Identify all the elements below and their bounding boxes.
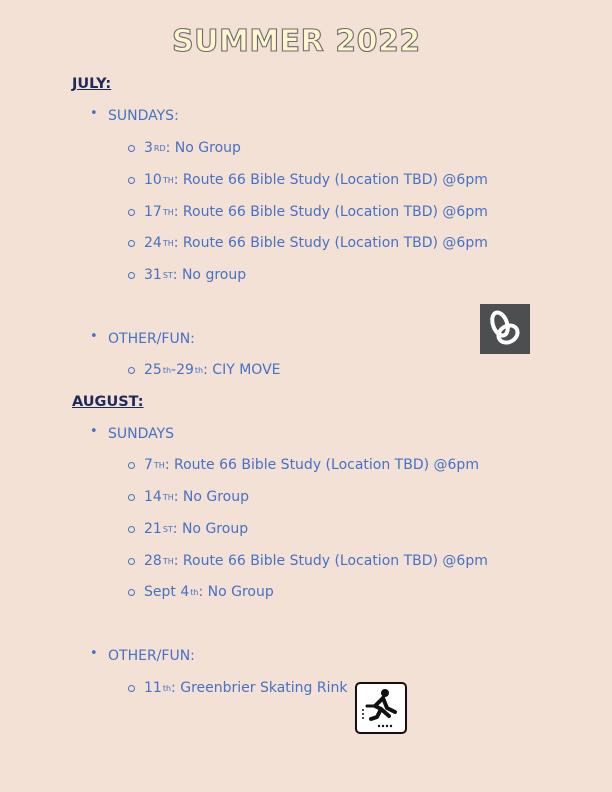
bullet-circle <box>128 145 135 152</box>
list-item: 11 th : Greenbrier Skating Rink <box>128 680 347 696</box>
list-item: 14 TH : No Group <box>128 489 249 505</box>
section-july-sundays <box>90 105 179 124</box>
list-item: 3 RD : No Group <box>128 140 241 156</box>
section-label: SUNDAYS <box>108 426 175 442</box>
ring-logo-icon <box>480 304 530 354</box>
bullet-circle <box>128 494 135 501</box>
bullet-circle <box>128 272 135 279</box>
list-item: 7 TH : Route 66 Bible Study (Location TBD) @6pm <box>128 457 479 473</box>
bullet-circle <box>128 558 135 565</box>
month-heading-august: AUGUST: <box>72 394 144 410</box>
bullet-circle <box>128 209 135 216</box>
section-label: OTHER/FUN: <box>108 648 195 664</box>
list-item: 17 TH : Route 66 Bible Study (Location TBD) @6pm <box>128 204 488 220</box>
section-august-sundays <box>90 423 175 442</box>
list-item: 25 th -29 th : CIY MOVE <box>128 362 281 378</box>
list-item: 31 ST : No group <box>128 267 246 283</box>
section-label: SUNDAYS: <box>108 108 179 124</box>
list-item: Sept 4 th : No Group <box>128 584 274 600</box>
list-item: 21 ST : No Group <box>128 521 248 537</box>
list-item: 28 TH : Route 66 Bible Study (Location TBD) @6pm <box>128 553 488 569</box>
bullet-circle <box>128 240 135 247</box>
bullet-circle <box>128 367 135 374</box>
bullet-circle <box>128 589 135 596</box>
bullet-circle <box>128 526 135 533</box>
bullet: • <box>90 105 98 121</box>
bullet-circle <box>128 462 135 469</box>
bullet: • <box>90 645 98 661</box>
section-july-other <box>90 328 195 347</box>
page-title: SUMMER 2022 <box>172 24 421 59</box>
bullet: • <box>90 328 98 344</box>
inline-skating-icon <box>355 682 407 734</box>
section-label: OTHER/FUN: <box>108 331 195 347</box>
list-item: 24 TH : Route 66 Bible Study (Location TBD) @6pm <box>128 235 488 251</box>
bullet-circle <box>128 177 135 184</box>
bullet-circle <box>128 685 135 692</box>
list-item: 10 TH : Route 66 Bible Study (Location TBD) @6pm <box>128 172 488 188</box>
section-august-other <box>90 645 195 664</box>
bullet: • <box>90 423 98 439</box>
month-heading-july: JULY: <box>72 76 112 92</box>
